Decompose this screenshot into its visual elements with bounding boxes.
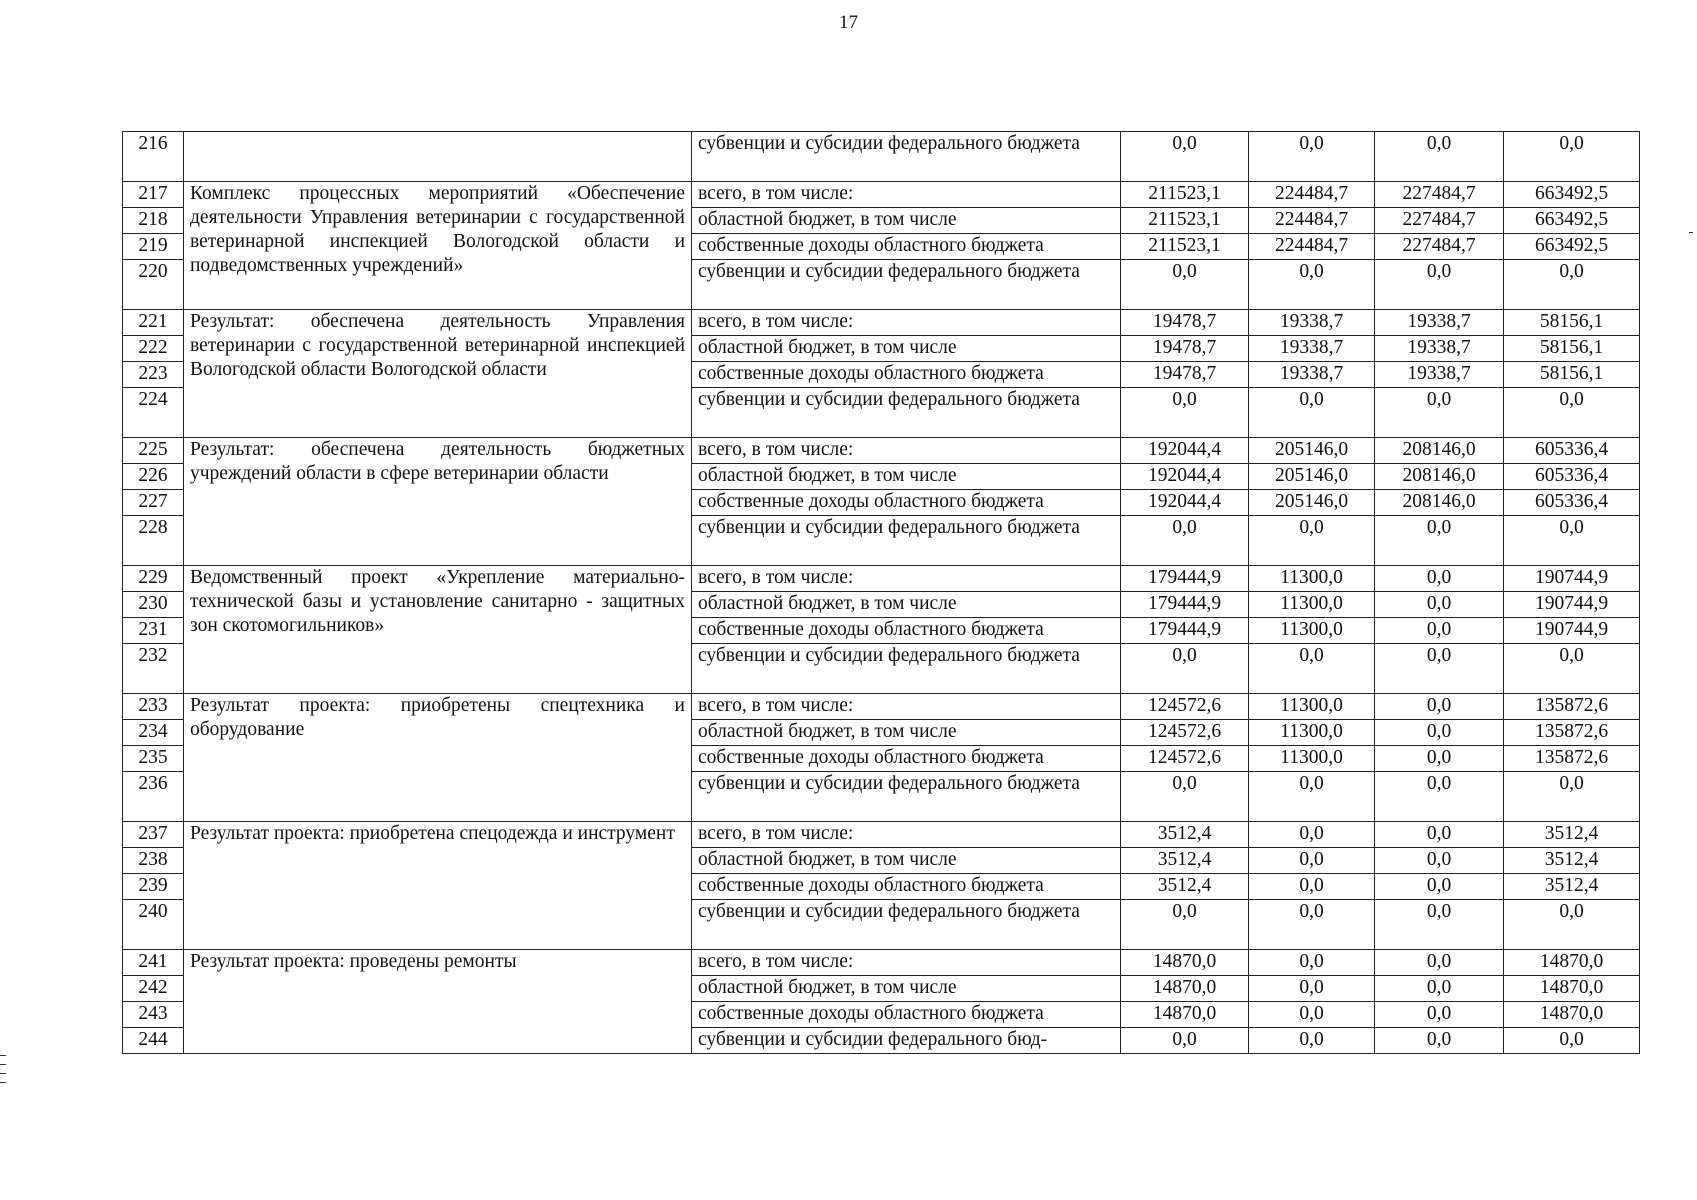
value-year-1: 211523,1 (1121, 234, 1249, 260)
value-year-3: 0,0 (1375, 260, 1504, 310)
value-year-1: 192044,4 (1121, 438, 1249, 464)
row-number: 242 (123, 976, 184, 1002)
value-year-2: 0,0 (1249, 874, 1375, 900)
value-total: 605336,4 (1504, 490, 1640, 516)
value-year-2: 0,0 (1249, 1002, 1375, 1028)
value-year-3: 227484,7 (1375, 182, 1504, 208)
table-row (123, 822, 1640, 848)
value-total: 135872,6 (1504, 720, 1640, 746)
value-year-1: 124572,6 (1121, 720, 1249, 746)
funding-source: субвенции и субсидии федерального бюджета (692, 516, 1121, 566)
value-year-2: 0,0 (1249, 644, 1375, 694)
value-year-2: 19338,7 (1249, 310, 1375, 336)
item-description: Результат: обеспечена деятельность бюджетных учреждений области в сфере ветеринарии области (184, 438, 692, 566)
funding-source: собственные доходы областного бюджета (692, 490, 1121, 516)
funding-source: субвенции и субсидии федерального бюджета (692, 900, 1121, 950)
row-number: 239 (123, 874, 184, 900)
item-description (184, 132, 692, 182)
value-total: 58156,1 (1504, 310, 1640, 336)
value-total: 0,0 (1504, 260, 1640, 310)
value-year-3: 0,0 (1375, 618, 1504, 644)
funding-source: всего, в том числе: (692, 566, 1121, 592)
value-year-2: 224484,7 (1249, 208, 1375, 234)
funding-source: субвенции и субсидии федерального бюджета (692, 132, 1121, 182)
funding-source: субвенции и субсидии федерального бюджета (692, 644, 1121, 694)
funding-source: областной бюджет, в том числе (692, 848, 1121, 874)
value-year-2: 0,0 (1249, 1028, 1375, 1054)
row-number: 243 (123, 1002, 184, 1028)
row-number: 231 (123, 618, 184, 644)
value-year-1: 179444,9 (1121, 566, 1249, 592)
value-year-1: 3512,4 (1121, 874, 1249, 900)
value-year-1: 179444,9 (1121, 592, 1249, 618)
value-year-2: 0,0 (1249, 260, 1375, 310)
value-year-3: 0,0 (1375, 1002, 1504, 1028)
value-year-2: 0,0 (1249, 976, 1375, 1002)
value-year-1: 0,0 (1121, 1028, 1249, 1054)
value-total: 14870,0 (1504, 950, 1640, 976)
table-row (123, 950, 1640, 976)
table-row (123, 182, 1640, 208)
funding-source: областной бюджет, в том числе (692, 464, 1121, 490)
value-year-3: 0,0 (1375, 900, 1504, 950)
value-total: 14870,0 (1504, 1002, 1640, 1028)
row-number: 238 (123, 848, 184, 874)
value-year-3: 0,0 (1375, 516, 1504, 566)
value-year-1: 211523,1 (1121, 182, 1249, 208)
value-year-1: 0,0 (1121, 900, 1249, 950)
value-year-2: 224484,7 (1249, 234, 1375, 260)
value-year-3: 0,0 (1375, 132, 1504, 182)
funding-source: областной бюджет, в том числе (692, 336, 1121, 362)
funding-source: собственные доходы областного бюджета (692, 618, 1121, 644)
value-year-1: 179444,9 (1121, 618, 1249, 644)
value-year-2: 224484,7 (1249, 182, 1375, 208)
budget-table (122, 131, 1640, 1054)
value-year-3: 0,0 (1375, 592, 1504, 618)
page-number: 17 (839, 12, 858, 33)
funding-source: всего, в том числе: (692, 822, 1121, 848)
value-year-3: 227484,7 (1375, 234, 1504, 260)
row-number: 234 (123, 720, 184, 746)
value-year-2: 0,0 (1249, 950, 1375, 976)
funding-source: субвенции и субсидии федерального бюджета (692, 772, 1121, 822)
value-year-3: 0,0 (1375, 772, 1504, 822)
item-description: Ведомственный проект «Укрепление материально-технической базы и установление санитарно - защитных зон скотомогильников» (184, 566, 692, 694)
table-row (123, 694, 1640, 720)
row-number: 241 (123, 950, 184, 976)
value-year-2: 0,0 (1249, 848, 1375, 874)
funding-source: субвенции и субсидии федерального бюд- (692, 1028, 1121, 1054)
value-total: 190744,9 (1504, 618, 1640, 644)
funding-source: собственные доходы областного бюджета (692, 874, 1121, 900)
funding-source: областной бюджет, в том числе (692, 720, 1121, 746)
value-year-2: 0,0 (1249, 822, 1375, 848)
value-year-3: 0,0 (1375, 976, 1504, 1002)
value-year-1: 19478,7 (1121, 362, 1249, 388)
value-year-2: 19338,7 (1249, 336, 1375, 362)
value-year-1: 211523,1 (1121, 208, 1249, 234)
row-number: 223 (123, 362, 184, 388)
table-row (123, 566, 1640, 592)
row-number: 227 (123, 490, 184, 516)
row-number: 226 (123, 464, 184, 490)
value-year-3: 0,0 (1375, 1028, 1504, 1054)
value-year-3: 0,0 (1375, 822, 1504, 848)
row-number: 222 (123, 336, 184, 362)
row-number: 228 (123, 516, 184, 566)
row-number: 217 (123, 182, 184, 208)
value-year-2: 0,0 (1249, 388, 1375, 438)
value-year-2: 205146,0 (1249, 490, 1375, 516)
value-year-3: 19338,7 (1375, 362, 1504, 388)
value-total: 0,0 (1504, 772, 1640, 822)
value-year-1: 14870,0 (1121, 976, 1249, 1002)
row-number: 244 (123, 1028, 184, 1054)
value-year-3: 0,0 (1375, 848, 1504, 874)
row-number: 219 (123, 234, 184, 260)
row-number: 225 (123, 438, 184, 464)
row-number: 218 (123, 208, 184, 234)
funding-source: субвенции и субсидии федерального бюджета (692, 260, 1121, 310)
row-number: 232 (123, 644, 184, 694)
value-year-2: 11300,0 (1249, 720, 1375, 746)
value-total: 190744,9 (1504, 566, 1640, 592)
row-number: 237 (123, 822, 184, 848)
item-description: Результат проекта: проведены ремонты (184, 950, 692, 1054)
funding-source: областной бюджет, в том числе (692, 208, 1121, 234)
value-total: 58156,1 (1504, 362, 1640, 388)
value-year-3: 0,0 (1375, 694, 1504, 720)
row-number: 224 (123, 388, 184, 438)
funding-source: всего, в том числе: (692, 438, 1121, 464)
funding-source: всего, в том числе: (692, 950, 1121, 976)
scan-mark (1689, 232, 1693, 233)
value-year-1: 0,0 (1121, 644, 1249, 694)
value-total: 58156,1 (1504, 336, 1640, 362)
value-total: 663492,5 (1504, 182, 1640, 208)
value-total: 190744,9 (1504, 592, 1640, 618)
funding-source: собственные доходы областного бюджета (692, 1002, 1121, 1028)
value-total: 135872,6 (1504, 694, 1640, 720)
value-year-1: 124572,6 (1121, 694, 1249, 720)
value-year-1: 19478,7 (1121, 310, 1249, 336)
value-year-2: 11300,0 (1249, 592, 1375, 618)
value-year-1: 0,0 (1121, 772, 1249, 822)
value-year-3: 0,0 (1375, 566, 1504, 592)
table-row (123, 438, 1640, 464)
row-number: 236 (123, 772, 184, 822)
value-total: 663492,5 (1504, 208, 1640, 234)
value-year-1: 3512,4 (1121, 848, 1249, 874)
row-number: 216 (123, 132, 184, 182)
value-total: 663492,5 (1504, 234, 1640, 260)
row-number: 230 (123, 592, 184, 618)
value-year-2: 11300,0 (1249, 566, 1375, 592)
value-total: 3512,4 (1504, 822, 1640, 848)
table-row (123, 310, 1640, 336)
item-description: Результат: обеспечена деятельность Управления ветеринарии с государственной ветеринарной инспекцией Вологодской области Вологодской области (184, 310, 692, 438)
value-year-1: 192044,4 (1121, 464, 1249, 490)
row-number: 240 (123, 900, 184, 950)
funding-source: собственные доходы областного бюджета (692, 362, 1121, 388)
value-total: 0,0 (1504, 132, 1640, 182)
value-year-2: 0,0 (1249, 516, 1375, 566)
value-year-3: 208146,0 (1375, 464, 1504, 490)
value-year-2: 11300,0 (1249, 746, 1375, 772)
value-year-1: 192044,4 (1121, 490, 1249, 516)
value-total: 135872,6 (1504, 746, 1640, 772)
value-year-3: 19338,7 (1375, 336, 1504, 362)
value-total: 0,0 (1504, 388, 1640, 438)
item-description: Результат проекта: приобретены спецтехника и оборудование (184, 694, 692, 822)
value-year-3: 0,0 (1375, 388, 1504, 438)
value-total: 605336,4 (1504, 464, 1640, 490)
value-year-2: 11300,0 (1249, 618, 1375, 644)
row-number: 221 (123, 310, 184, 336)
funding-source: областной бюджет, в том числе (692, 592, 1121, 618)
value-total: 3512,4 (1504, 848, 1640, 874)
value-year-1: 0,0 (1121, 516, 1249, 566)
scan-marks (0, 1055, 6, 1095)
value-year-1: 0,0 (1121, 260, 1249, 310)
value-year-3: 19338,7 (1375, 310, 1504, 336)
funding-source: собственные доходы областного бюджета (692, 234, 1121, 260)
item-description: Результат проекта: приобретена спецодежда и инструмент (184, 822, 692, 950)
value-year-1: 3512,4 (1121, 822, 1249, 848)
value-year-3: 208146,0 (1375, 490, 1504, 516)
value-year-1: 14870,0 (1121, 950, 1249, 976)
value-total: 0,0 (1504, 644, 1640, 694)
value-year-3: 0,0 (1375, 950, 1504, 976)
value-total: 0,0 (1504, 516, 1640, 566)
value-total: 14870,0 (1504, 976, 1640, 1002)
value-year-2: 205146,0 (1249, 464, 1375, 490)
funding-source: всего, в том числе: (692, 182, 1121, 208)
value-year-1: 124572,6 (1121, 746, 1249, 772)
value-year-2: 205146,0 (1249, 438, 1375, 464)
item-description: Комплекс процессных мероприятий «Обеспечение деятельности Управления ветеринарии с государственной ветеринарной инспекцией Вологодской области и подведомственных учреждений» (184, 182, 692, 310)
funding-source: субвенции и субсидии федерального бюджета (692, 388, 1121, 438)
value-year-2: 0,0 (1249, 132, 1375, 182)
value-year-3: 227484,7 (1375, 208, 1504, 234)
value-year-3: 0,0 (1375, 874, 1504, 900)
table-body (123, 132, 1640, 1054)
value-year-3: 0,0 (1375, 720, 1504, 746)
value-year-1: 0,0 (1121, 132, 1249, 182)
value-total: 0,0 (1504, 900, 1640, 950)
funding-source: областной бюджет, в том числе (692, 976, 1121, 1002)
row-number: 233 (123, 694, 184, 720)
funding-source: всего, в том числе: (692, 694, 1121, 720)
value-year-3: 0,0 (1375, 746, 1504, 772)
value-total: 3512,4 (1504, 874, 1640, 900)
row-number: 220 (123, 260, 184, 310)
value-year-3: 208146,0 (1375, 438, 1504, 464)
value-year-1: 19478,7 (1121, 336, 1249, 362)
value-year-2: 19338,7 (1249, 362, 1375, 388)
funding-source: всего, в том числе: (692, 310, 1121, 336)
value-year-2: 0,0 (1249, 772, 1375, 822)
row-number: 235 (123, 746, 184, 772)
value-year-3: 0,0 (1375, 644, 1504, 694)
value-year-2: 11300,0 (1249, 694, 1375, 720)
value-total: 0,0 (1504, 1028, 1640, 1054)
row-number: 229 (123, 566, 184, 592)
funding-source: собственные доходы областного бюджета (692, 746, 1121, 772)
value-total: 605336,4 (1504, 438, 1640, 464)
table-row (123, 132, 1640, 182)
value-year-1: 0,0 (1121, 388, 1249, 438)
value-year-1: 14870,0 (1121, 1002, 1249, 1028)
value-year-2: 0,0 (1249, 900, 1375, 950)
